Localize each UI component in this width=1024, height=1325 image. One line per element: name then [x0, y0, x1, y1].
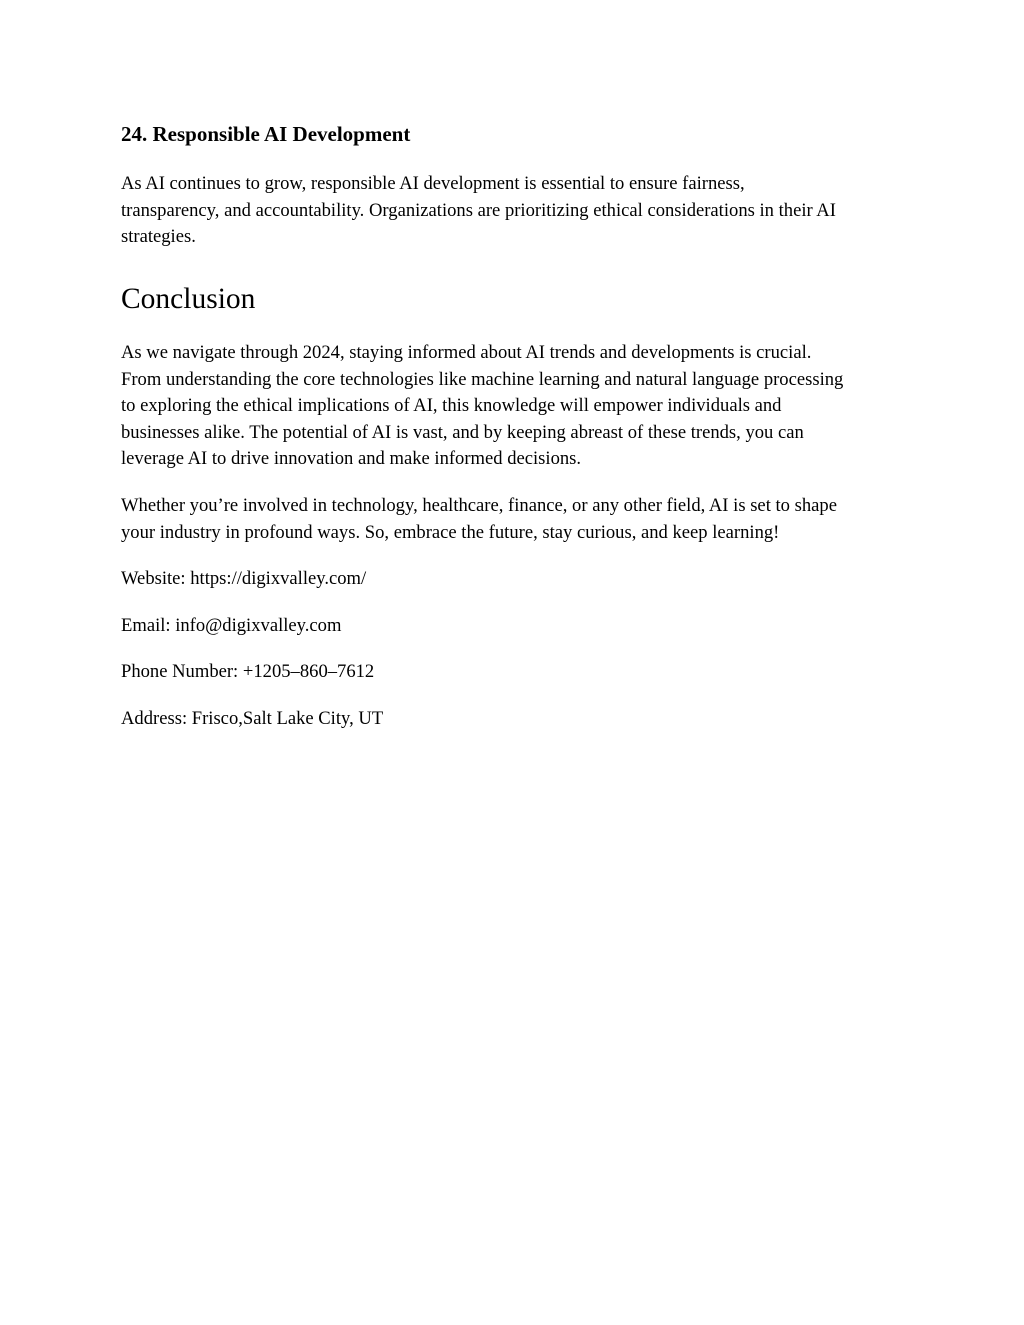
paragraph-line: strategies.: [121, 226, 196, 247]
section-paragraph: [121, 171, 911, 251]
paragraph-line: Whether you’re involved in technology, healthcare, finance, or any other field, AI is set to shape: [121, 495, 837, 516]
paragraph-line: transparency, and accountability. Organizations are prioritizing ethical considerations in their AI: [121, 199, 836, 221]
paragraph-line: businesses alike. The potential of AI is vast, and by keeping abreast of these trends, you can: [121, 421, 804, 443]
contact-website: Website: https://digixvalley.com/: [121, 568, 367, 589]
conclusion-heading: Conclusion: [121, 283, 256, 315]
contact-email: Email: info@digixvalley.com: [121, 615, 342, 636]
conclusion-paragraph-2: [121, 493, 911, 546]
paragraph-line: leverage AI to drive innovation and make informed decisions.: [121, 448, 582, 469]
paragraph-line: As we navigate through 2024, staying informed about AI trends and developments is crucial.: [121, 342, 812, 363]
section-heading: 24. Responsible AI Development: [121, 122, 411, 146]
paragraph-line: From understanding the core technologies like machine learning and natural language processing: [121, 368, 844, 390]
contact-address: Address: Frisco,Salt Lake City, UT: [121, 708, 384, 729]
contact-phone: Phone Number: +1205–860–7612: [121, 661, 375, 682]
paragraph-line: to exploring the ethical implications of AI, this knowledge will empower individuals and: [121, 395, 782, 416]
paragraph-line: As AI continues to grow, responsible AI development is essential to ensure fairness,: [121, 173, 745, 194]
conclusion-paragraph-1: [121, 340, 911, 473]
paragraph-line: your industry in profound ways. So, embrace the future, stay curious, and keep learning!: [121, 521, 780, 543]
